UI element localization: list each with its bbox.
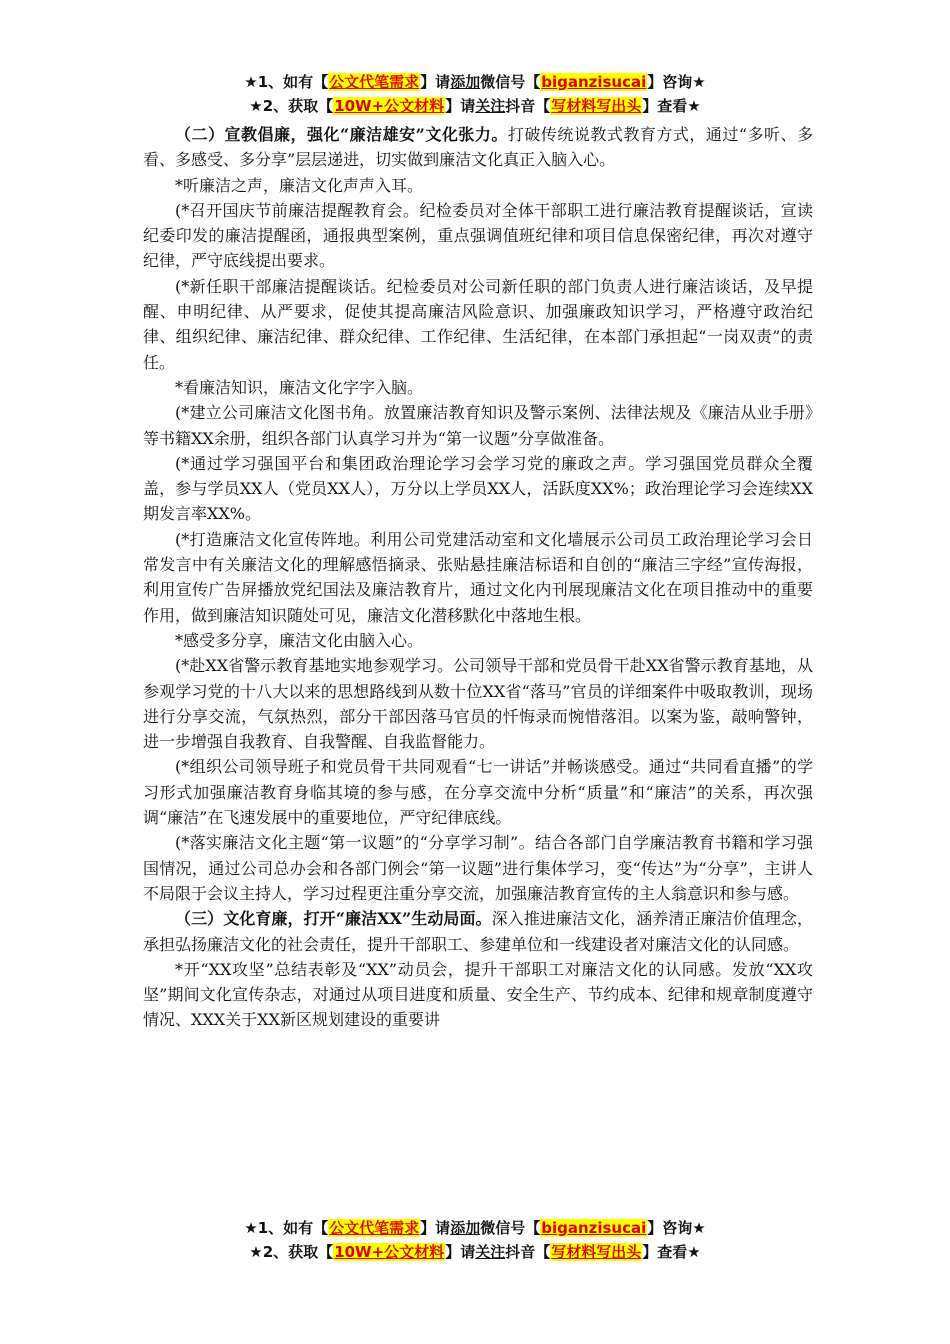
section-heading: （二）宣教倡廉，强化“廉洁雄安”文化张力。 xyxy=(175,125,508,144)
paragraph-text: (*落实廉洁文化主题“第一议题”的“分享学习制”。结合各部门自学廉洁教育书籍和学习强国情况，通过公司总办会和各部门例会“第一议题”进行集体学习，变“传达”为“分享”，主讲人不局限于会议主持人，学习过程更注重分享交流，加强廉洁教育宣传的主人翁意识和参与感。 xyxy=(143,833,813,903)
body-paragraph xyxy=(143,274,813,375)
body-paragraph xyxy=(143,957,813,1033)
banner-text: 】请 xyxy=(420,1219,451,1237)
banner-douyin-id: 写材料写出头 xyxy=(551,97,642,115)
banner-text: 】咨询★ xyxy=(647,73,706,91)
section-heading: （三）文化育廉，打开“廉洁XX”生动局面。 xyxy=(175,909,492,929)
header-banner xyxy=(0,70,950,118)
footer-banner xyxy=(0,1216,950,1264)
banner-underlined: 添加 xyxy=(450,1219,481,1237)
body-paragraph xyxy=(143,754,813,830)
banner-text: 微信号【 xyxy=(480,73,541,91)
banner-wechat-id: biganzisucai xyxy=(541,1219,647,1237)
banner-text: ★1、如有【 xyxy=(244,73,329,91)
paragraph-text: *开“XX攻坚”总结表彰及“XX”动员会，提升干部职工对廉洁文化的认同感。发放“XX攻坚”期间文化宣传杂志，对通过从项目进度和质量、安全生产、节约成本、纪律和规章制度遵守情况、XXX关于XX新区规划建设的重要讲 xyxy=(143,959,813,1030)
paragraph-text: (*通过学习强国平台和集团政治理论学习会学习党的廉政之声。学习强国党员群众全覆盖，参与学员XX人（党员XX人），万分以上学员XX人，活跃度XX%；政治理论学习会连续XX期发言率XX%。 xyxy=(143,453,813,524)
banner-highlight: 公文代笔需求 xyxy=(329,73,420,91)
banner-line-1 xyxy=(0,70,950,94)
body-paragraph xyxy=(143,830,813,906)
banner-underlined: 关注 xyxy=(475,1243,506,1261)
subheading-paragraph xyxy=(143,173,813,198)
banner-highlight: 公文代笔需求 xyxy=(329,1219,420,1237)
banner-text: 】咨询★ xyxy=(647,1219,706,1237)
banner-text: ★1、如有【 xyxy=(244,1219,329,1237)
body-paragraph xyxy=(143,451,813,527)
banner-line-2 xyxy=(0,1240,950,1264)
section-heading-paragraph xyxy=(143,906,813,957)
paragraph-text: *听廉洁之声，廉洁文化声声入耳。 xyxy=(175,175,424,195)
banner-text: ★2、获取【 xyxy=(249,1243,334,1261)
body-paragraph xyxy=(143,527,813,628)
paragraph-text: (*建立公司廉洁文化图书角。放置廉洁教育知识及警示案例、法律法规及《廉洁从业手册》等书籍XX余册，组织各部门认真学习并为“第一议题”分享做准备。 xyxy=(143,403,813,448)
banner-text: ★2、获取【 xyxy=(249,97,334,115)
banner-wechat-id: biganzisucai xyxy=(541,73,647,91)
banner-line-1 xyxy=(0,1216,950,1240)
banner-text: 】请 xyxy=(445,97,476,115)
paragraph-text: *感受多分享，廉洁文化由脑入心。 xyxy=(175,630,424,650)
paragraph-text: (*打造廉洁文化宣传阵地。利用公司党建活动室和文化墙展示公司员工政治理论学习会日常发言中有关廉洁文化的理解感悟摘录、张贴悬挂廉洁标语和自创的“廉洁三字经”宣传海报，利用宣传广告屏播放党纪国法及廉洁教育片，通过文化内刊展现廉洁文化在项目推动中的重要作用，做到廉洁知识随处可见，廉洁文化潜移默化中落地生根。 xyxy=(143,529,813,625)
paragraph-text: (*召开国庆节前廉洁提醒教育会。纪检委员对全体干部职工进行廉洁教育提醒谈话，宣读纪委印发的廉洁提醒函，通报典型案例，重点强调值班纪律和项目信息保密纪律，再次对遵守纪律，严守底线提出要求。 xyxy=(143,200,813,271)
banner-highlight: 10W+公文材料 xyxy=(334,97,445,115)
banner-text: 】请 xyxy=(420,73,451,91)
banner-text: 抖音【 xyxy=(505,1243,551,1261)
banner-douyin-id: 写材料写出头 xyxy=(551,1243,642,1261)
banner-underlined: 添加 xyxy=(450,73,481,91)
body-paragraph xyxy=(143,400,813,451)
paragraph-text: (*组织公司领导班子和党员骨干共同观看“七一讲话”并畅谈感受。通过“共同看直播”的学习形式加强廉洁教育身临其境的参与感，在分享交流中分析“质量”和“廉洁”的关系，再次强调“廉洁”在飞速发展中的重要地位，严守纪律底线。 xyxy=(143,757,813,828)
paragraph-text: 深入推进廉洁文化，涵养清正廉洁价值理念，承担弘扬廉洁文化的社会责任，提升干部职工、参建单位和一线建设者对廉洁文化的认同感。 xyxy=(143,909,813,954)
paragraph-text: (*新任职干部廉洁提醒谈话。纪检委员对公司新任职的部门负责人进行廉洁谈话，及早提醒、申明纪律、从严要求，促使其提高廉洁风险意识、加强廉政知识学习，严格遵守政治纪律、组织纪律、廉洁纪律、群众纪律、工作纪律、生活纪律，在本部门承担起“一岗双责”的责任。 xyxy=(143,276,813,372)
banner-text: 】请 xyxy=(445,1243,476,1261)
body-paragraph xyxy=(143,198,813,274)
banner-highlight: 10W+公文材料 xyxy=(334,1243,445,1261)
paragraph-text: (*赴XX省警示教育基地实地参观学习。公司领导干部和党员骨干赴XX省警示教育基地，从参观学习党的十八大以来的思想路线到从数十位XX省“落马”官员的详细案件中吸取教训，现场进行分享交流，气氛热烈，部分干部因落马官员的忏悔录而惋惜落泪。以案为鉴，敲响警钟，进一步增强自我教育、自我警醒、自我监督能力。 xyxy=(143,656,813,752)
subheading-paragraph xyxy=(143,628,813,653)
body-paragraph xyxy=(143,653,813,754)
section-heading-paragraph xyxy=(143,122,813,173)
banner-line-2 xyxy=(0,94,950,118)
banner-underlined: 关注 xyxy=(475,97,506,115)
paragraph-text: *看廉洁知识，廉洁文化字字入脑。 xyxy=(175,377,424,397)
banner-text: 抖音【 xyxy=(505,97,551,115)
document-body xyxy=(143,122,813,1033)
banner-text: 】查看★ xyxy=(642,1243,701,1261)
paragraph-text: 打破传统说教式教育方式，通过“多听、多看、多感受、多分享”层层递进，切实做到廉洁文化真正入脑入心。 xyxy=(143,125,813,170)
banner-text: 】查看★ xyxy=(642,97,701,115)
subheading-paragraph xyxy=(143,375,813,400)
banner-text: 微信号【 xyxy=(480,1219,541,1237)
